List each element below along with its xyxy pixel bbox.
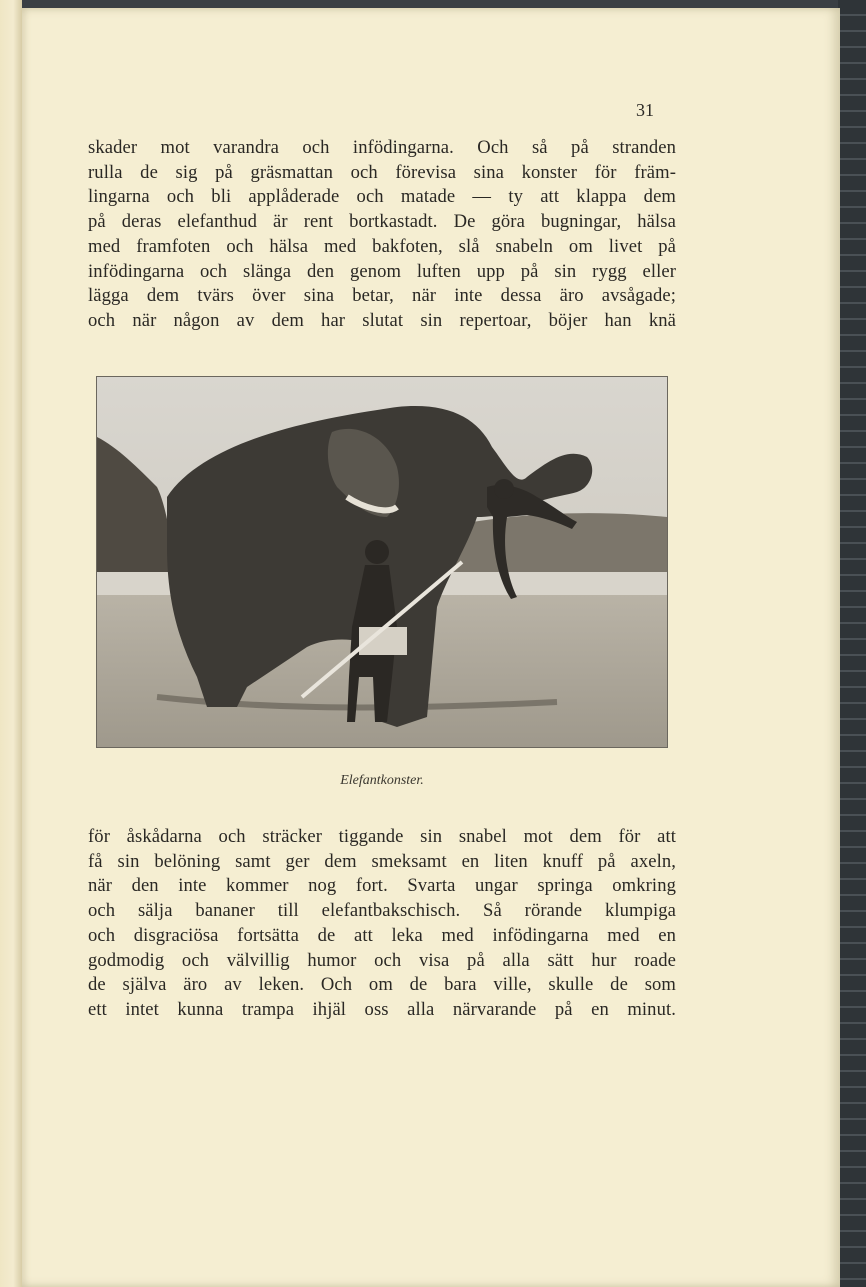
text-line: för åskådarna och sträcker tiggande sin snabel mot dem för att (88, 826, 676, 847)
text-line: med framfoten och hälsa med bakfoten, slå snabeln om livet på (88, 235, 676, 257)
text-line: och disgraciösa fortsätta de att leka med infödingarna med en (88, 924, 676, 946)
text-line: och sälja bananer till elefantbakschisch. Så rörande klumpiga (88, 900, 676, 922)
text-line: rulla de sig på gräsmattan och förevisa sina konster för främ- (88, 161, 676, 183)
text-line: och när någon av dem har slutat sin repertoar, böjer han knä (88, 309, 676, 331)
text-line: skader mot varandra och infödingarna. Och så på stranden (88, 137, 676, 158)
text-line: lingarna och bli applåderade och matade — ty att klappa dem (88, 186, 676, 208)
text-line: de själva äro av leken. Och om de bara ville, skulle de som (88, 974, 676, 996)
text-line: godmodig och välvillig humor och visa på alla sätt hur roade (88, 949, 676, 971)
book-edge-right (838, 0, 866, 1287)
text-line: infödingarna och slänga den genom luften upp på sin rygg eller (88, 260, 676, 282)
figure-caption: Elefantkonster. (340, 773, 424, 788)
text-line: när den inte kommer nog fort. Svarta ungar springa omkring (88, 875, 676, 897)
text-line: ett intet kunna trampa ihjäl oss alla närvarande på en minut. (88, 998, 676, 1020)
paragraph-top (88, 136, 676, 334)
text-line: på deras elefanthud är rent bortkastadt. De göra bugningar, hälsa (88, 211, 676, 233)
text-line: få sin belöning samt ger dem smeksamt en liten knuff på axeln, (88, 850, 676, 872)
elephant-photograph (96, 376, 668, 748)
text-line: lägga dem tvärs över sina betar, när inte dessa äro avsågade; (88, 285, 676, 307)
book-edge-left (0, 0, 22, 1287)
paragraph-bottom (88, 825, 676, 1023)
page-number: 31 (636, 100, 654, 120)
